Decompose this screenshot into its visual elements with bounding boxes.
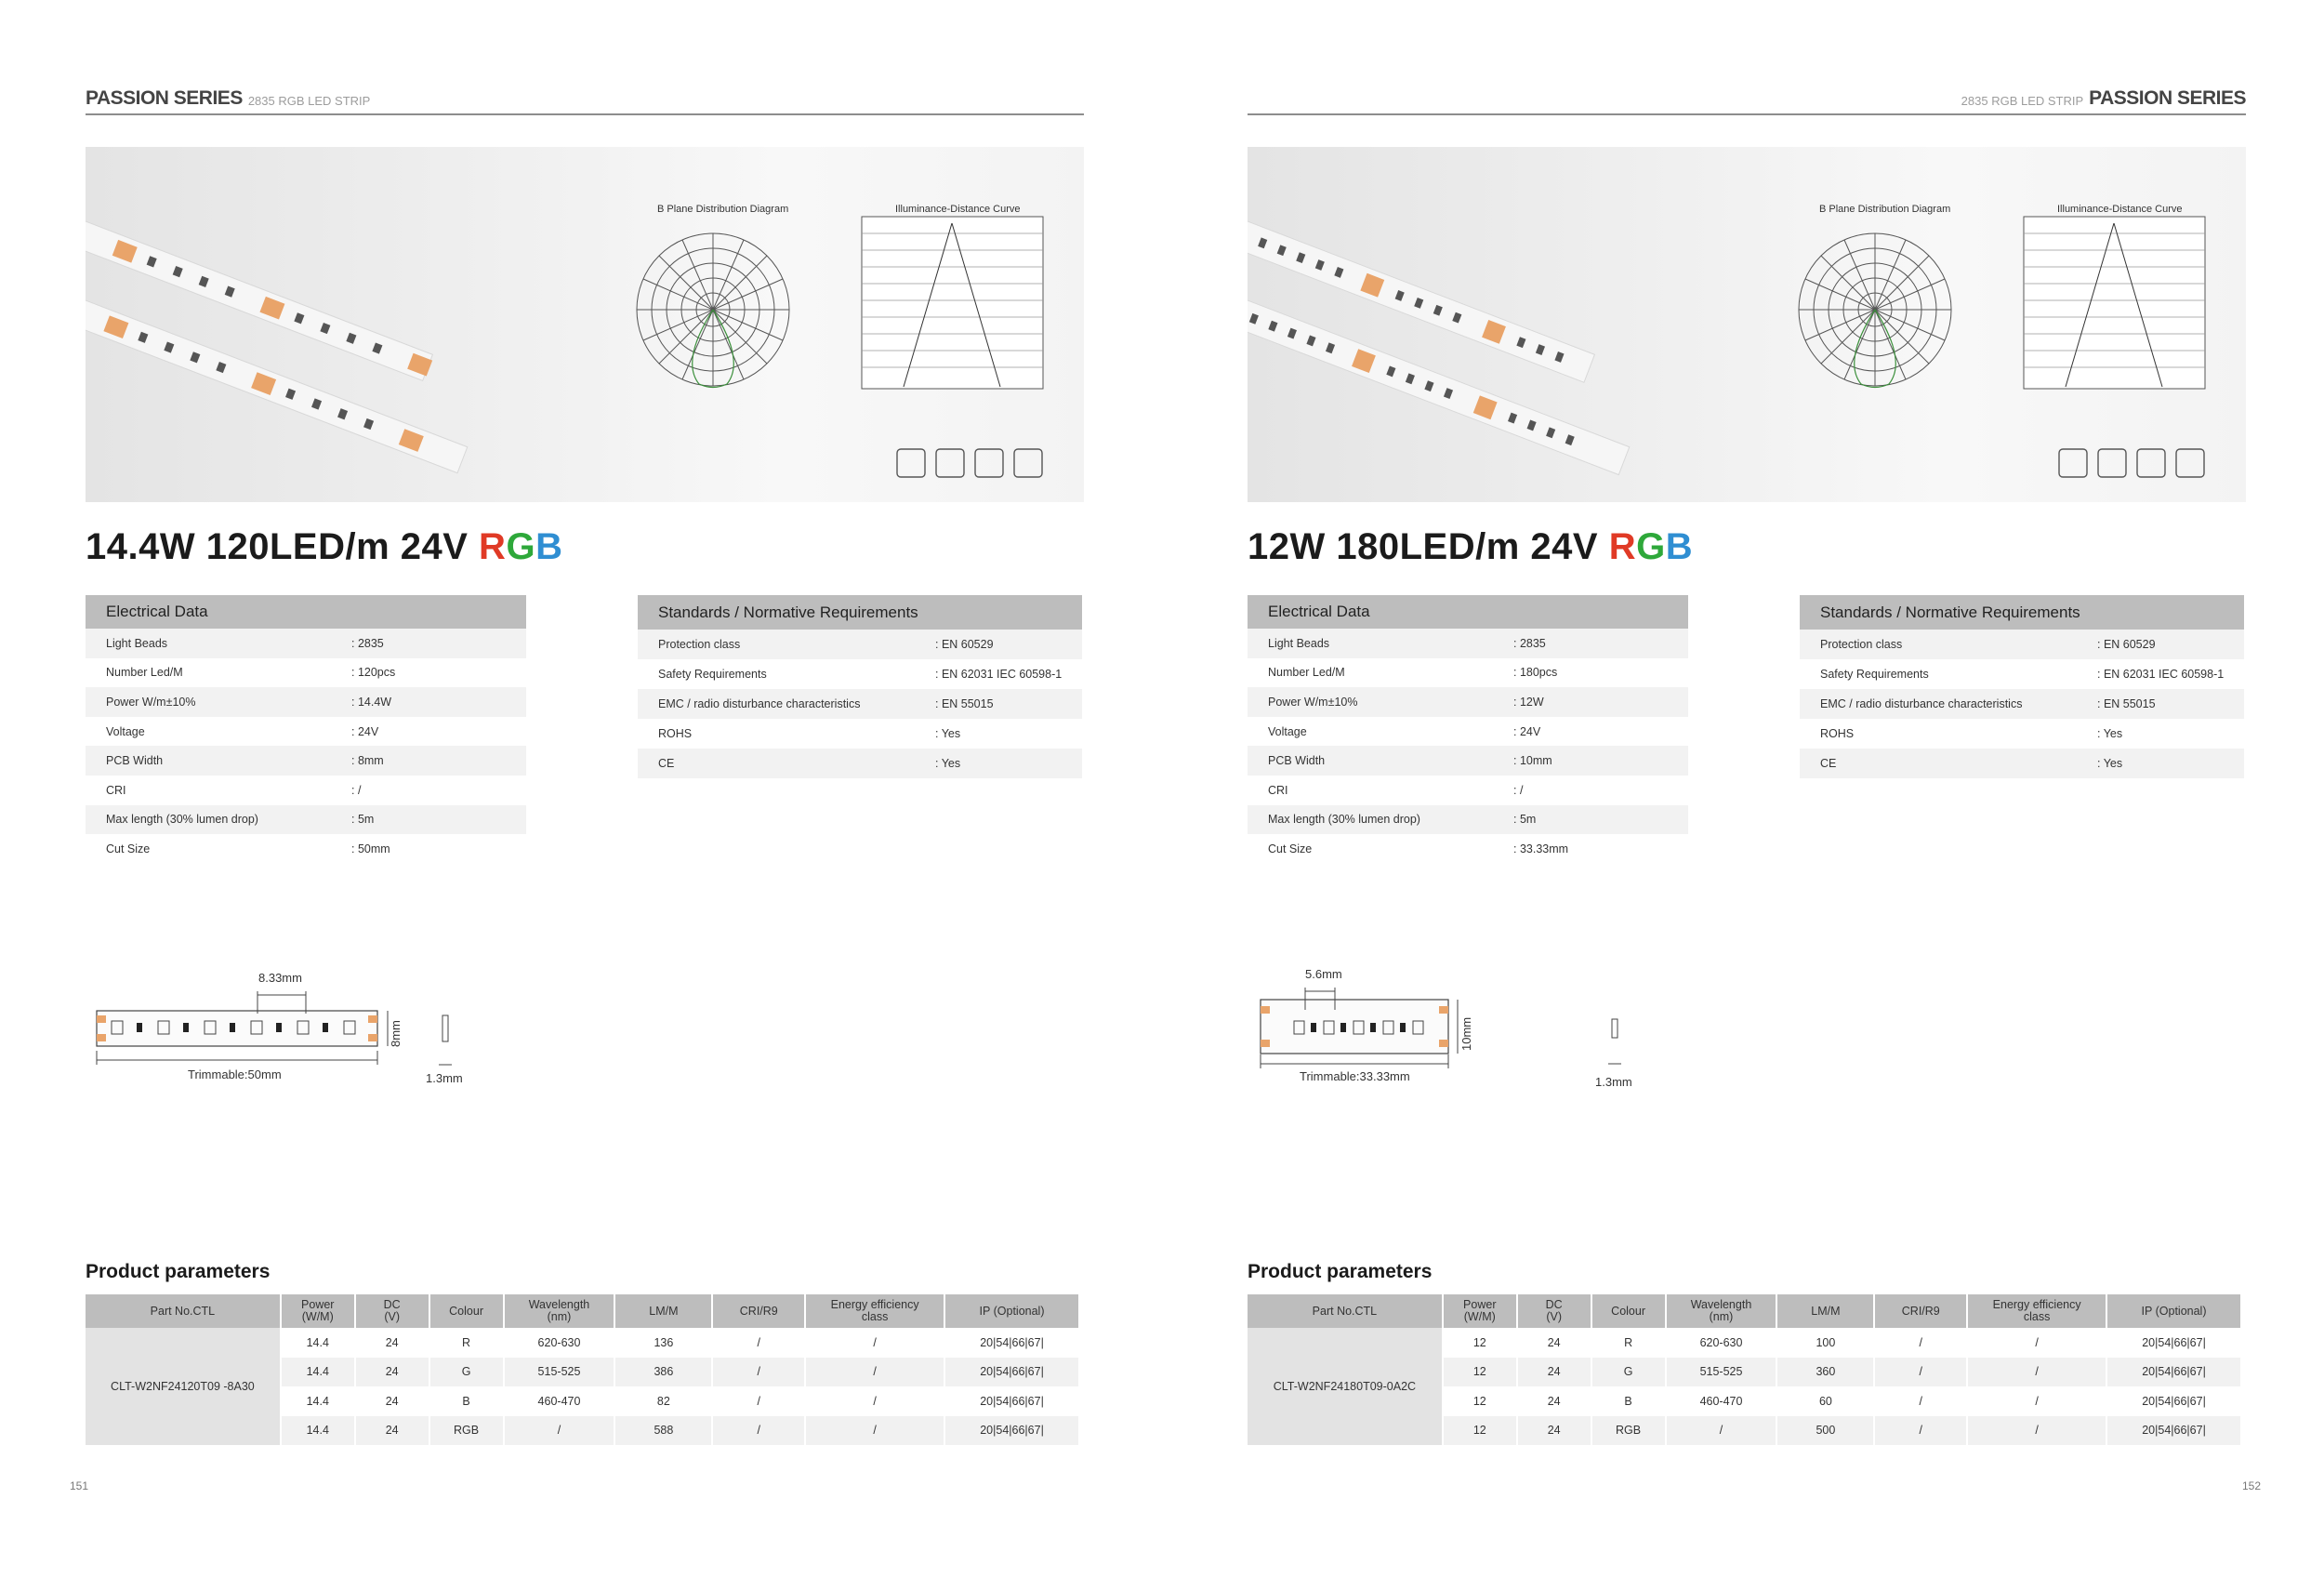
standards-table xyxy=(1800,595,2244,778)
hero-illustration xyxy=(86,147,1084,502)
table-row: 14.4 24 G 515-525 386 / / 20|54|66|67| xyxy=(86,1358,1079,1387)
title-text: 12W 180LED/m 24V xyxy=(1248,526,1609,567)
title-text: 14.4W 120LED/m 24V xyxy=(86,526,480,567)
table-row: Light Beads : 2835 xyxy=(1248,629,1688,658)
illuminance-curve-title: Illuminance-Distance Curve xyxy=(2057,204,2183,215)
series-name: PASSION SERIES xyxy=(86,87,243,109)
trim-label: Trimmable:33.33mm xyxy=(1300,1069,1410,1083)
col-colour: Colour xyxy=(429,1294,504,1328)
electrical-rows xyxy=(86,629,526,864)
table-header-row xyxy=(1248,1294,2241,1328)
dimension-drawing xyxy=(86,958,550,1097)
table-row: 12 24 G 515-525 360 / / 20|54|66|67| xyxy=(1248,1358,2241,1387)
standards-heading: Standards / Normative Requirements xyxy=(1800,595,2244,630)
col-power: Power (W/M) xyxy=(281,1294,355,1328)
table-row: Number Led/M : 120pcs xyxy=(106,666,396,680)
table-row: EMC / radio disturbance characteristics : EN 55015 xyxy=(638,689,1082,719)
table-row: 12 24 B 460-470 60 / / 20|54|66|67| xyxy=(1248,1386,2241,1416)
table-row: EMC / radio disturbance characteristics : EN 55015 xyxy=(1800,689,2244,719)
polar-diagram-title: B Plane Distribution Diagram xyxy=(657,204,789,215)
title-b: B xyxy=(535,526,563,567)
part-number: CLT-W2NF24180T09-0A2C xyxy=(1248,1328,1443,1445)
table-row: Voltage : 24V xyxy=(1268,724,1541,738)
product-title xyxy=(1248,526,1693,568)
table-row: ROHS : Yes xyxy=(1820,727,2123,740)
table-row: CLT-W2NF24180T09-0A2C 12 24 R 620-630 100 / / 20|54|66|67| xyxy=(1248,1328,2241,1358)
table-row: PCB Width : 10mm xyxy=(1248,746,1688,776)
page-number: 152 xyxy=(2242,1479,2262,1492)
table-row: PCB Width : 8mm xyxy=(86,746,526,776)
table-row: CLT-W2NF24120T09 -8A30 14.4 24 R 620-630 136 / / 20|54|66|67| xyxy=(86,1328,1079,1358)
strip-dimension-svg xyxy=(86,958,550,1097)
table-row: Max length (30% lumen drop) : 5m xyxy=(1248,805,1688,835)
table-row: Voltage : 24V xyxy=(106,724,379,738)
table-row: Protection class : EN 60529 xyxy=(638,630,1082,659)
table-row: 12 24 RGB / 500 / / 20|54|66|67| xyxy=(1248,1416,2241,1446)
table-row: Protection class : EN 60529 xyxy=(1800,630,2244,659)
product-parameters-table xyxy=(1248,1294,2242,1445)
col-cri: CRI/R9 xyxy=(712,1294,805,1328)
thickness-label: 1.3mm xyxy=(426,1071,463,1085)
col-lm: LM/M xyxy=(1776,1294,1874,1328)
table-row: CRI : / xyxy=(1268,783,1524,797)
table-row: CE : Yes xyxy=(1800,749,2244,778)
col-power: Power (W/M) xyxy=(1443,1294,1517,1328)
hero-illustration xyxy=(1248,147,2246,502)
table-row: Power W/m±10% : 12W xyxy=(1248,687,1688,717)
pitch-label: 8.33mm xyxy=(258,971,302,985)
catalog-page-right xyxy=(1162,0,2324,1578)
table-row: Safety Requirements : EN 62031 IEC 60598-1 xyxy=(1820,668,2225,681)
page-header xyxy=(86,82,1084,115)
col-ip: IP (Optional) xyxy=(944,1294,1079,1328)
title-g: G xyxy=(506,526,536,567)
col-part-no: Part No.CTL xyxy=(86,1294,281,1328)
product-parameters-title: Product parameters xyxy=(86,1261,271,1282)
polar-diagram xyxy=(637,233,789,388)
table-row: CRI : / xyxy=(106,783,362,797)
table-row: Cut Size : 33.33mm xyxy=(1268,842,1569,855)
table-row: Max length (30% lumen drop) : 5m xyxy=(86,805,526,835)
table-row: 14.4 24 B 460-470 82 / / 20|54|66|67| xyxy=(86,1386,1079,1416)
series-subtitle: 2835 RGB LED STRIP xyxy=(1961,94,2084,108)
col-ip: IP (Optional) xyxy=(2106,1294,2241,1328)
trim-label: Trimmable:50mm xyxy=(188,1067,282,1081)
product-hero-image xyxy=(86,147,1084,502)
electrical-data-heading: Electrical Data xyxy=(86,595,526,629)
col-wavelength: Wavelength (nm) xyxy=(1666,1294,1777,1328)
illuminance-curve-title: Illuminance-Distance Curve xyxy=(895,204,1021,215)
product-parameters-table xyxy=(86,1294,1080,1445)
pitch-label: 5.6mm xyxy=(1305,967,1342,981)
electrical-data-heading: Electrical Data xyxy=(1248,595,1688,629)
title-b: B xyxy=(1665,526,1694,567)
led-strip-image xyxy=(86,215,468,473)
product-parameters-title: Product parameters xyxy=(1248,1261,1433,1282)
product-hero-image xyxy=(1248,147,2246,502)
standards-table xyxy=(638,595,1082,778)
illuminance-curve xyxy=(2024,217,2205,389)
table-row: Light Beads : 2835 xyxy=(86,629,526,658)
standards-heading: Standards / Normative Requirements xyxy=(638,595,1082,630)
title-g: G xyxy=(1636,526,1666,567)
col-dc: DC (V) xyxy=(355,1294,429,1328)
title-r: R xyxy=(479,526,507,567)
col-cri: CRI/R9 xyxy=(1874,1294,1967,1328)
series-subtitle: 2835 RGB LED STRIP xyxy=(247,94,371,108)
thickness-label: 1.3mm xyxy=(1595,1075,1632,1089)
col-energy: Energy efficiency class xyxy=(1967,1294,2106,1328)
polar-diagram-title: B Plane Distribution Diagram xyxy=(1819,204,1951,215)
col-wavelength: Wavelength (nm) xyxy=(504,1294,615,1328)
polar-diagram xyxy=(1799,233,1951,388)
page-number: 151 xyxy=(70,1479,89,1492)
width-label: 10mm xyxy=(1459,1016,1473,1051)
table-row: CE : Yes xyxy=(638,749,1082,778)
standards-rows xyxy=(1800,630,2244,778)
col-lm: LM/M xyxy=(614,1294,712,1328)
col-part-no: Part No.CTL xyxy=(1248,1294,1443,1328)
table-header-row xyxy=(86,1294,1079,1328)
table-row: ROHS : Yes xyxy=(658,727,961,740)
led-strip-image xyxy=(1248,215,1630,475)
col-dc: DC (V) xyxy=(1517,1294,1591,1328)
standards-rows xyxy=(638,630,1082,778)
electrical-data-table xyxy=(86,595,526,864)
table-row: Cut Size : 50mm xyxy=(106,842,390,855)
table-row: Safety Requirements : EN 62031 IEC 60598-1 xyxy=(658,668,1063,681)
electrical-data-table xyxy=(1248,595,1688,864)
part-number: CLT-W2NF24120T09 -8A30 xyxy=(86,1328,281,1445)
dimension-drawing xyxy=(1248,958,1712,1097)
product-title xyxy=(86,526,562,568)
title-r: R xyxy=(1608,526,1637,567)
col-energy: Energy efficiency class xyxy=(805,1294,944,1328)
certification-icons xyxy=(2059,449,2204,477)
col-colour: Colour xyxy=(1591,1294,1666,1328)
series-name: PASSION SERIES xyxy=(2089,87,2246,109)
table-row: Number Led/M : 180pcs xyxy=(1268,666,1558,680)
width-label: 8mm xyxy=(389,1020,403,1047)
table-row: 14.4 24 RGB / 588 / / 20|54|66|67| xyxy=(86,1416,1079,1446)
certification-icons xyxy=(897,449,1042,477)
table-row: Power W/m±10% : 14.4W xyxy=(86,687,526,717)
electrical-rows xyxy=(1248,629,1688,864)
page-header xyxy=(1248,82,2246,115)
illuminance-curve xyxy=(862,217,1043,389)
